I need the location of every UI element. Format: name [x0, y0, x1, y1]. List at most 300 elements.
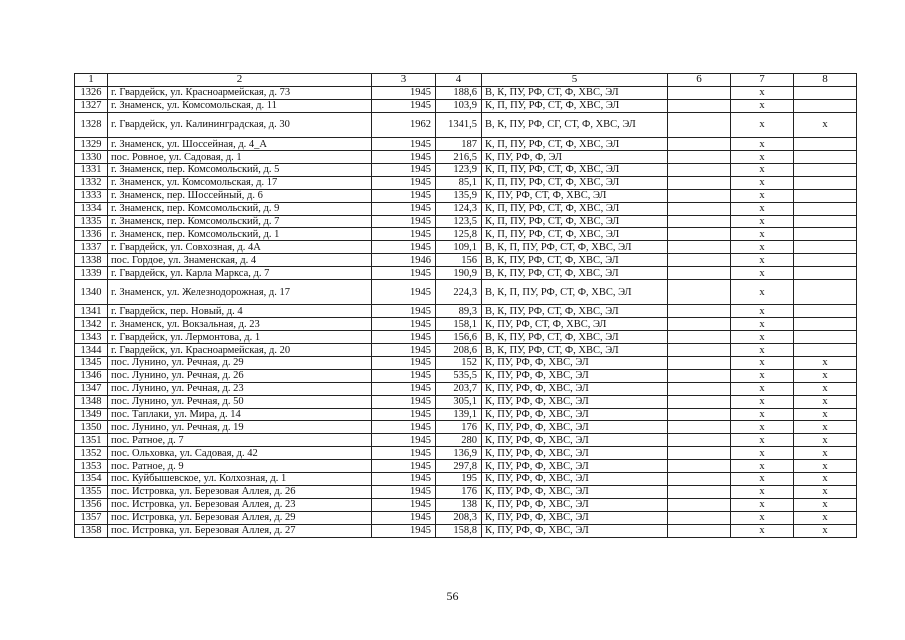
area-cell: 109,1	[436, 241, 482, 254]
column-7-mark-cell: х	[731, 344, 794, 357]
row-number-cell: 1340	[75, 279, 108, 305]
row-number-cell: 1337	[75, 241, 108, 254]
area-cell: 156	[436, 254, 482, 267]
address-cell: пос. Ратное, д. 7	[108, 434, 372, 447]
area-cell: 123,9	[436, 163, 482, 176]
utility-systems-cell: К, ПУ, РФ, Ф, ХВС, ЭЛ	[482, 395, 668, 408]
table-row	[75, 395, 857, 408]
column-6-cell	[668, 86, 731, 99]
column-7-mark-cell: х	[731, 473, 794, 486]
table-row	[75, 357, 857, 370]
column-8-mark-cell	[794, 279, 857, 305]
column-header-8: 8	[794, 74, 857, 87]
column-8-mark-cell	[794, 151, 857, 164]
year-cell: 1945	[372, 408, 436, 421]
column-6-cell	[668, 485, 731, 498]
year-cell: 1945	[372, 331, 436, 344]
table-row	[75, 382, 857, 395]
column-header-1: 1	[75, 74, 108, 87]
table-row	[75, 408, 857, 421]
row-number-cell: 1350	[75, 421, 108, 434]
table-row	[75, 112, 857, 138]
utility-systems-cell: К, П, ПУ, РФ, СТ, Ф, ХВС, ЭЛ	[482, 138, 668, 151]
row-number-cell: 1343	[75, 331, 108, 344]
row-number-cell: 1331	[75, 163, 108, 176]
address-cell: г. Знаменск, пер. Шоссейный, д. 6	[108, 189, 372, 202]
utility-systems-cell: К, ПУ, РФ, Ф, ХВС, ЭЛ	[482, 460, 668, 473]
table-row	[75, 485, 857, 498]
utility-systems-cell: К, ПУ, РФ, Ф, ХВС, ЭЛ	[482, 524, 668, 537]
table-row	[75, 99, 857, 112]
utility-systems-cell: К, ПУ, РФ, Ф, ХВС, ЭЛ	[482, 369, 668, 382]
column-7-mark-cell: х	[731, 331, 794, 344]
column-8-mark-cell: х	[794, 408, 857, 421]
address-cell: г. Знаменск, ул. Шоссейная, д. 4_А	[108, 138, 372, 151]
utility-systems-cell: В, К, ПУ, РФ, СТ, Ф, ХВС, ЭЛ	[482, 86, 668, 99]
column-7-mark-cell: х	[731, 408, 794, 421]
column-7-mark-cell: х	[731, 369, 794, 382]
year-cell: 1945	[372, 485, 436, 498]
area-cell: 158,8	[436, 524, 482, 537]
year-cell: 1945	[372, 382, 436, 395]
address-cell: пос. Истровка, ул. Березовая Аллея, д. 26	[108, 485, 372, 498]
column-6-cell	[668, 460, 731, 473]
area-cell: 176	[436, 485, 482, 498]
year-cell: 1945	[372, 524, 436, 537]
row-number-cell: 1327	[75, 99, 108, 112]
column-8-mark-cell: х	[794, 112, 857, 138]
row-number-cell: 1357	[75, 511, 108, 524]
column-7-mark-cell: х	[731, 395, 794, 408]
area-cell: 224,3	[436, 279, 482, 305]
column-7-mark-cell: х	[731, 189, 794, 202]
column-6-cell	[668, 267, 731, 280]
utility-systems-cell: К, ПУ, РФ, Ф, ХВС, ЭЛ	[482, 511, 668, 524]
column-6-cell	[668, 279, 731, 305]
area-cell: 1341,5	[436, 112, 482, 138]
column-7-mark-cell: х	[731, 202, 794, 215]
address-cell: пос. Гордое, ул. Знаменская, д. 4	[108, 254, 372, 267]
address-cell: пос. Лунино, ул. Речная, д. 26	[108, 369, 372, 382]
column-8-mark-cell: х	[794, 357, 857, 370]
area-cell: 138	[436, 498, 482, 511]
address-cell: г. Знаменск, ул. Железнодорожная, д. 17	[108, 279, 372, 305]
year-cell: 1945	[372, 176, 436, 189]
area-cell: 89,3	[436, 305, 482, 318]
page-number: 56	[446, 589, 459, 603]
column-6-cell	[668, 151, 731, 164]
area-cell: 216,5	[436, 151, 482, 164]
utility-systems-cell: К, ПУ, РФ, Ф, ХВС, ЭЛ	[482, 382, 668, 395]
address-cell: пос. Ольховка, ул. Садовая, д. 42	[108, 447, 372, 460]
utility-systems-cell: В, К, ПУ, РФ, СТ, Ф, ХВС, ЭЛ	[482, 254, 668, 267]
table-row	[75, 498, 857, 511]
column-6-cell	[668, 228, 731, 241]
column-8-mark-cell: х	[794, 395, 857, 408]
row-number-cell: 1330	[75, 151, 108, 164]
column-8-mark-cell	[794, 254, 857, 267]
table-row	[75, 279, 857, 305]
column-7-mark-cell: х	[731, 267, 794, 280]
column-7-mark-cell: х	[731, 524, 794, 537]
column-7-mark-cell: х	[731, 86, 794, 99]
year-cell: 1945	[372, 241, 436, 254]
column-7-mark-cell: х	[731, 138, 794, 151]
utility-systems-cell: В, К, ПУ, РФ, СТ, Ф, ХВС, ЭЛ	[482, 305, 668, 318]
area-cell: 305,1	[436, 395, 482, 408]
table-row	[75, 86, 857, 99]
address-cell: г. Знаменск, пер. Комсомольский, д. 1	[108, 228, 372, 241]
column-8-mark-cell	[794, 189, 857, 202]
column-7-mark-cell: х	[731, 447, 794, 460]
year-cell: 1945	[372, 151, 436, 164]
column-6-cell	[668, 99, 731, 112]
year-cell: 1945	[372, 498, 436, 511]
column-8-mark-cell	[794, 305, 857, 318]
column-7-mark-cell: х	[731, 176, 794, 189]
column-6-cell	[668, 112, 731, 138]
column-7-mark-cell: х	[731, 382, 794, 395]
year-cell: 1945	[372, 138, 436, 151]
row-number-cell: 1354	[75, 473, 108, 486]
column-7-mark-cell: х	[731, 241, 794, 254]
address-cell: г. Гвардейск, ул. Карла Маркса, д. 7	[108, 267, 372, 280]
utility-systems-cell: К, П, ПУ, РФ, СТ, Ф, ХВС, ЭЛ	[482, 202, 668, 215]
year-cell: 1945	[372, 511, 436, 524]
row-number-cell: 1334	[75, 202, 108, 215]
column-header-3: 3	[372, 74, 436, 87]
row-number-cell: 1353	[75, 460, 108, 473]
table-row	[75, 473, 857, 486]
address-cell: пос. Таплаки, ул. Мира, д. 14	[108, 408, 372, 421]
year-cell: 1945	[372, 395, 436, 408]
column-8-mark-cell	[794, 202, 857, 215]
table-row	[75, 421, 857, 434]
column-8-mark-cell	[794, 318, 857, 331]
year-cell: 1945	[372, 86, 436, 99]
column-6-cell	[668, 395, 731, 408]
column-8-mark-cell: х	[794, 382, 857, 395]
table-row	[75, 241, 857, 254]
column-7-mark-cell: х	[731, 357, 794, 370]
address-cell: пос. Истровка, ул. Березовая Аллея, д. 29	[108, 511, 372, 524]
address-cell: г. Знаменск, ул. Комсомольская, д. 17	[108, 176, 372, 189]
table-row	[75, 524, 857, 537]
column-6-cell	[668, 382, 731, 395]
utility-systems-cell: К, ПУ, РФ, Ф, ХВС, ЭЛ	[482, 357, 668, 370]
column-8-mark-cell: х	[794, 447, 857, 460]
utility-systems-cell: К, ПУ, РФ, Ф, ХВС, ЭЛ	[482, 485, 668, 498]
area-cell: 190,9	[436, 267, 482, 280]
row-number-cell: 1335	[75, 215, 108, 228]
area-cell: 125,8	[436, 228, 482, 241]
row-number-cell: 1352	[75, 447, 108, 460]
row-number-cell: 1326	[75, 86, 108, 99]
table-row	[75, 434, 857, 447]
column-6-cell	[668, 344, 731, 357]
utility-systems-cell: К, П, ПУ, РФ, СТ, Ф, ХВС, ЭЛ	[482, 215, 668, 228]
table-row	[75, 460, 857, 473]
row-number-cell: 1355	[75, 485, 108, 498]
column-8-mark-cell	[794, 241, 857, 254]
column-7-mark-cell: х	[731, 254, 794, 267]
column-7-mark-cell: х	[731, 318, 794, 331]
address-cell: г. Гвардейск, ул. Совхозная, д. 4А	[108, 241, 372, 254]
column-6-cell	[668, 369, 731, 382]
area-cell: 156,6	[436, 331, 482, 344]
housing-register-table	[74, 73, 857, 538]
utility-systems-cell: К, П, ПУ, РФ, СТ, Ф, ХВС, ЭЛ	[482, 163, 668, 176]
area-cell: 152	[436, 357, 482, 370]
utility-systems-cell: К, ПУ, РФ, СТ, Ф, ХВС, ЭЛ	[482, 189, 668, 202]
utility-systems-cell: В, К, ПУ, РФ, СТ, Ф, ХВС, ЭЛ	[482, 344, 668, 357]
year-cell: 1945	[372, 215, 436, 228]
column-8-mark-cell: х	[794, 498, 857, 511]
area-cell: 85,1	[436, 176, 482, 189]
address-cell: пос. Лунино, ул. Речная, д. 29	[108, 357, 372, 370]
year-cell: 1945	[372, 279, 436, 305]
area-cell: 158,1	[436, 318, 482, 331]
area-cell: 208,6	[436, 344, 482, 357]
column-8-mark-cell	[794, 215, 857, 228]
column-6-cell	[668, 498, 731, 511]
area-cell: 187	[436, 138, 482, 151]
year-cell: 1945	[372, 305, 436, 318]
utility-systems-cell: В, К, ПУ, РФ, СТ, Ф, ХВС, ЭЛ	[482, 331, 668, 344]
utility-systems-cell: В, К, П, ПУ, РФ, СТ, Ф, ХВС, ЭЛ	[482, 279, 668, 305]
column-7-mark-cell: х	[731, 434, 794, 447]
column-header-2: 2	[108, 74, 372, 87]
area-cell: 208,3	[436, 511, 482, 524]
address-cell: г. Гвардейск, ул. Красноармейская, д. 73	[108, 86, 372, 99]
table-row	[75, 176, 857, 189]
column-6-cell	[668, 215, 731, 228]
year-cell: 1945	[372, 202, 436, 215]
column-8-mark-cell: х	[794, 434, 857, 447]
table-row	[75, 138, 857, 151]
table-row	[75, 151, 857, 164]
address-cell: г. Гвардейск, ул. Красноармейская, д. 20	[108, 344, 372, 357]
utility-systems-cell: К, ПУ, РФ, Ф, ХВС, ЭЛ	[482, 408, 668, 421]
column-6-cell	[668, 163, 731, 176]
row-number-cell: 1347	[75, 382, 108, 395]
column-7-mark-cell: х	[731, 215, 794, 228]
column-6-cell	[668, 305, 731, 318]
column-7-mark-cell: х	[731, 151, 794, 164]
utility-systems-cell: К, ПУ, РФ, Ф, ХВС, ЭЛ	[482, 434, 668, 447]
address-cell: г. Знаменск, пер. Комсомольский, д. 9	[108, 202, 372, 215]
row-number-cell: 1344	[75, 344, 108, 357]
area-cell: 135,9	[436, 189, 482, 202]
row-number-cell: 1351	[75, 434, 108, 447]
year-cell: 1945	[372, 344, 436, 357]
column-6-cell	[668, 189, 731, 202]
column-8-mark-cell	[794, 176, 857, 189]
address-cell: пос. Ровное, ул. Садовая, д. 1	[108, 151, 372, 164]
area-cell: 124,3	[436, 202, 482, 215]
row-number-cell: 1358	[75, 524, 108, 537]
year-cell: 1962	[372, 112, 436, 138]
row-number-cell: 1333	[75, 189, 108, 202]
column-6-cell	[668, 421, 731, 434]
column-6-cell	[668, 241, 731, 254]
year-cell: 1945	[372, 357, 436, 370]
row-number-cell: 1348	[75, 395, 108, 408]
column-header-5: 5	[482, 74, 668, 87]
column-header-7: 7	[731, 74, 794, 87]
year-cell: 1945	[372, 318, 436, 331]
column-8-mark-cell	[794, 86, 857, 99]
table-row	[75, 318, 857, 331]
column-8-mark-cell: х	[794, 473, 857, 486]
column-6-cell	[668, 202, 731, 215]
column-6-cell	[668, 447, 731, 460]
address-cell: г. Знаменск, ул. Вокзальная, д. 23	[108, 318, 372, 331]
row-number-cell: 1339	[75, 267, 108, 280]
table-row	[75, 215, 857, 228]
column-6-cell	[668, 176, 731, 189]
utility-systems-cell: К, ПУ, РФ, Ф, ХВС, ЭЛ	[482, 473, 668, 486]
column-7-mark-cell: х	[731, 460, 794, 473]
address-cell: пос. Куйбышевское, ул. Колхозная, д. 1	[108, 473, 372, 486]
row-number-cell: 1328	[75, 112, 108, 138]
area-cell: 535,5	[436, 369, 482, 382]
year-cell: 1945	[372, 163, 436, 176]
table-row	[75, 344, 857, 357]
area-cell: 139,1	[436, 408, 482, 421]
utility-systems-cell: К, П, ПУ, РФ, СТ, Ф, ХВС, ЭЛ	[482, 228, 668, 241]
table-row	[75, 189, 857, 202]
area-cell: 188,6	[436, 86, 482, 99]
area-cell: 123,5	[436, 215, 482, 228]
column-7-mark-cell: х	[731, 305, 794, 318]
address-cell: пос. Ратное, д. 9	[108, 460, 372, 473]
column-6-cell	[668, 138, 731, 151]
column-8-mark-cell: х	[794, 369, 857, 382]
year-cell: 1945	[372, 189, 436, 202]
year-cell: 1945	[372, 267, 436, 280]
utility-systems-cell: К, П, ПУ, РФ, СТ, Ф, ХВС, ЭЛ	[482, 99, 668, 112]
utility-systems-cell: К, ПУ, РФ, Ф, ХВС, ЭЛ	[482, 421, 668, 434]
row-number-cell: 1349	[75, 408, 108, 421]
year-cell: 1945	[372, 434, 436, 447]
year-cell: 1946	[372, 254, 436, 267]
area-cell: 203,7	[436, 382, 482, 395]
column-8-mark-cell: х	[794, 485, 857, 498]
utility-systems-cell: В, К, ПУ, РФ, СГ, СТ, Ф, ХВС, ЭЛ	[482, 112, 668, 138]
address-cell: г. Знаменск, ул. Комсомольская, д. 11	[108, 99, 372, 112]
column-8-mark-cell	[794, 331, 857, 344]
utility-systems-cell: В, К, П, ПУ, РФ, СТ, Ф, ХВС, ЭЛ	[482, 241, 668, 254]
address-cell: пос. Лунино, ул. Речная, д. 50	[108, 395, 372, 408]
row-number-cell: 1356	[75, 498, 108, 511]
column-8-mark-cell	[794, 344, 857, 357]
table-row	[75, 254, 857, 267]
column-6-cell	[668, 254, 731, 267]
column-7-mark-cell: х	[731, 421, 794, 434]
utility-systems-cell: К, ПУ, РФ, Ф, ЭЛ	[482, 151, 668, 164]
column-7-mark-cell: х	[731, 99, 794, 112]
column-6-cell	[668, 524, 731, 537]
column-6-cell	[668, 434, 731, 447]
area-cell: 136,9	[436, 447, 482, 460]
column-7-mark-cell: х	[731, 163, 794, 176]
year-cell: 1945	[372, 99, 436, 112]
column-7-mark-cell: х	[731, 511, 794, 524]
utility-systems-cell: К, П, ПУ, РФ, СТ, Ф, ХВС, ЭЛ	[482, 176, 668, 189]
table-row	[75, 447, 857, 460]
address-cell: г. Знаменск, пер. Комсомольский, д. 7	[108, 215, 372, 228]
column-number-header-row	[75, 74, 857, 87]
column-8-mark-cell	[794, 163, 857, 176]
area-cell: 195	[436, 473, 482, 486]
year-cell: 1945	[372, 460, 436, 473]
address-cell: пос. Лунино, ул. Речная, д. 19	[108, 421, 372, 434]
column-6-cell	[668, 511, 731, 524]
address-cell: пос. Лунино, ул. Речная, д. 23	[108, 382, 372, 395]
address-cell: г. Гвардейск, ул. Лермонтова, д. 1	[108, 331, 372, 344]
column-header-6: 6	[668, 74, 731, 87]
column-7-mark-cell: х	[731, 228, 794, 241]
year-cell: 1945	[372, 473, 436, 486]
utility-systems-cell: К, ПУ, РФ, Ф, ХВС, ЭЛ	[482, 447, 668, 460]
table-row	[75, 228, 857, 241]
column-header-4: 4	[436, 74, 482, 87]
column-8-mark-cell	[794, 99, 857, 112]
column-7-mark-cell: х	[731, 279, 794, 305]
area-cell: 297,8	[436, 460, 482, 473]
row-number-cell: 1345	[75, 357, 108, 370]
column-8-mark-cell: х	[794, 511, 857, 524]
table-row	[75, 305, 857, 318]
utility-systems-cell: К, ПУ, РФ, Ф, ХВС, ЭЛ	[482, 498, 668, 511]
column-8-mark-cell	[794, 138, 857, 151]
column-8-mark-cell: х	[794, 524, 857, 537]
column-6-cell	[668, 473, 731, 486]
table-row	[75, 511, 857, 524]
column-8-mark-cell: х	[794, 421, 857, 434]
area-cell: 103,9	[436, 99, 482, 112]
column-6-cell	[668, 331, 731, 344]
row-number-cell: 1342	[75, 318, 108, 331]
row-number-cell: 1332	[75, 176, 108, 189]
year-cell: 1945	[372, 369, 436, 382]
table-row	[75, 202, 857, 215]
row-number-cell: 1336	[75, 228, 108, 241]
address-cell: г. Гвардейск, ул. Калининградская, д. 30	[108, 112, 372, 138]
column-7-mark-cell: х	[731, 498, 794, 511]
column-8-mark-cell: х	[794, 460, 857, 473]
column-8-mark-cell	[794, 228, 857, 241]
year-cell: 1945	[372, 228, 436, 241]
row-number-cell: 1346	[75, 369, 108, 382]
row-number-cell: 1329	[75, 138, 108, 151]
row-number-cell: 1341	[75, 305, 108, 318]
area-cell: 280	[436, 434, 482, 447]
utility-systems-cell: В, К, ПУ, РФ, СТ, Ф, ХВС, ЭЛ	[482, 267, 668, 280]
address-cell: г. Знаменск, пер. Комсомольский, д. 5	[108, 163, 372, 176]
row-number-cell: 1338	[75, 254, 108, 267]
year-cell: 1945	[372, 421, 436, 434]
year-cell: 1945	[372, 447, 436, 460]
table-row	[75, 267, 857, 280]
column-6-cell	[668, 318, 731, 331]
area-cell: 176	[436, 421, 482, 434]
column-7-mark-cell: х	[731, 485, 794, 498]
address-cell: пос. Истровка, ул. Березовая Аллея, д. 27	[108, 524, 372, 537]
column-7-mark-cell: х	[731, 112, 794, 138]
table-row	[75, 331, 857, 344]
